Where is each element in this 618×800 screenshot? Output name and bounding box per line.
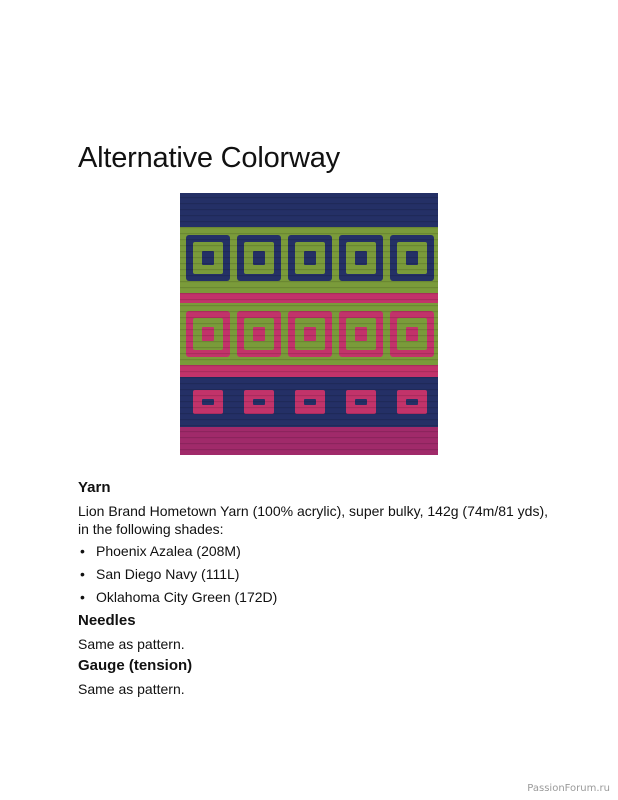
swatch-ridge bbox=[180, 281, 438, 282]
swatch-ridge bbox=[180, 371, 438, 372]
swatch-ridge bbox=[180, 353, 438, 354]
swatch-ridge bbox=[180, 311, 438, 312]
swatch-ridge bbox=[180, 431, 438, 432]
swatch-ridge bbox=[180, 287, 438, 288]
swatch-ridge bbox=[180, 437, 438, 438]
swatch-ridge bbox=[180, 203, 438, 204]
swatch-ridge bbox=[180, 263, 438, 264]
swatch-ridge bbox=[180, 293, 438, 294]
yarn-shade-list bbox=[78, 542, 548, 606]
swatch-ridge bbox=[180, 215, 438, 216]
swatch-ridge bbox=[180, 239, 438, 240]
swatch-ridge bbox=[180, 413, 438, 414]
swatch-ridge bbox=[180, 407, 438, 408]
swatch-ridge bbox=[180, 419, 438, 420]
swatch-ridge bbox=[180, 227, 438, 228]
bullet-icon: • bbox=[80, 589, 85, 605]
swatch-ridge bbox=[180, 341, 438, 342]
watermark: PassionForum.ru bbox=[527, 783, 610, 794]
swatch-ridge bbox=[180, 329, 438, 330]
bullet-icon: • bbox=[80, 566, 85, 582]
swatch-ridge bbox=[180, 233, 438, 234]
swatch-ridge bbox=[180, 197, 438, 198]
swatch-ridge bbox=[180, 443, 438, 444]
page-title: Alternative Colorway bbox=[78, 142, 340, 174]
swatch-ridge bbox=[180, 401, 438, 402]
swatch-ridge bbox=[180, 323, 438, 324]
swatch-ridge bbox=[180, 335, 438, 336]
bullet-icon: • bbox=[80, 543, 85, 559]
knitted-swatch-image bbox=[180, 193, 438, 455]
list-item: • Oklahoma City Green (172D) bbox=[80, 589, 278, 605]
swatch-ridge bbox=[180, 221, 438, 222]
swatch-ridge bbox=[180, 269, 438, 270]
list-item: • Phoenix Azalea (208M) bbox=[80, 543, 241, 559]
yarn-heading: Yarn bbox=[78, 479, 111, 496]
swatch-ridge bbox=[180, 389, 438, 390]
swatch-ridge bbox=[180, 347, 438, 348]
swatch-band bbox=[180, 293, 438, 303]
swatch-ridge bbox=[180, 425, 438, 426]
swatch-ridge bbox=[180, 245, 438, 246]
needles-text: Same as pattern. bbox=[78, 636, 185, 652]
swatch-ridge bbox=[180, 275, 438, 276]
list-item: • San Diego Navy (111L) bbox=[80, 566, 240, 582]
pattern-details bbox=[78, 478, 548, 698]
swatch-ridge bbox=[180, 257, 438, 258]
swatch-ridge bbox=[180, 359, 438, 360]
swatch-illustration bbox=[180, 193, 438, 455]
yarn-description: Lion Brand Hometown Yarn (100% acrylic), super bulky, 142g (74m/81 yds), in the following shades: bbox=[78, 503, 549, 537]
gauge-heading: Gauge (tension) bbox=[78, 657, 193, 674]
swatch-ridge bbox=[180, 449, 438, 450]
swatch-ridge bbox=[180, 299, 438, 300]
swatch-ridge bbox=[180, 251, 438, 252]
swatch-ridge bbox=[180, 305, 438, 306]
swatch-ridge bbox=[180, 383, 438, 384]
swatch-ridge bbox=[180, 377, 438, 378]
swatch-ridge bbox=[180, 395, 438, 396]
swatch-ridge bbox=[180, 317, 438, 318]
gauge-text: Same as pattern. bbox=[78, 681, 185, 697]
needles-heading: Needles bbox=[78, 612, 136, 629]
swatch-ridge bbox=[180, 209, 438, 210]
swatch-ridge bbox=[180, 365, 438, 366]
